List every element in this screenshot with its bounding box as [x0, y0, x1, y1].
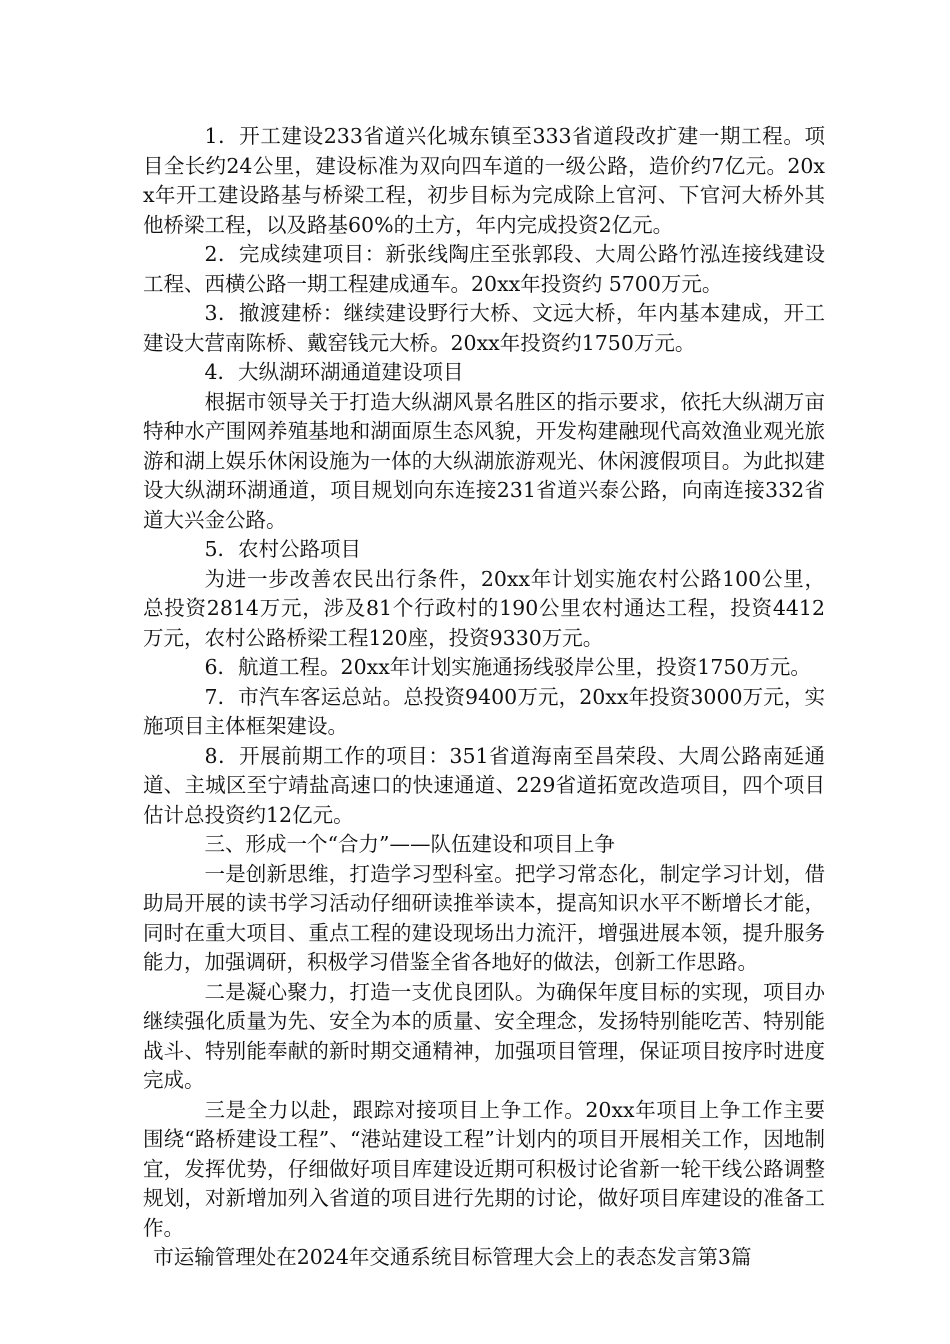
document-next-title: 市运输管理处在2024年交通系统目标管理大会上的表态发言第3篇	[153, 1245, 752, 1269]
paragraph-item-1: 1．开工建设233省道兴化城东镇至333省道段改扩建一期工程。项目全长约24公里，建设标准为双向四车道的一级公路，造价约7亿元。20xx年开工建设路基与桥梁工程，初步目标为完成除上官河、下官河大桥外其他桥梁工程，以及路基60%的土方，年内完成投资2亿元。	[143, 124, 825, 237]
document-body	[143, 122, 825, 1273]
paragraph-point-three: 三是全力以赴，跟踪对接项目上争工作。20xx年项目上争工作主要围绕“路桥建设工程”、“港站建设工程”计划内的项目开展相关工作，因地制宜，发挥优势，仔细做好项目库建设近期可积极讨论省新一轮干线公路调整规划，对新增加列入省道的项目进行先期的讨论，做好项目库建设的准备工作。	[143, 1097, 825, 1240]
section-heading-4: 4．大纵湖环湖通道建设项目	[204, 360, 464, 384]
paragraph-body-4: 根据市领导关于打造大纵湖风景名胜区的指示要求，依托大纵湖万亩特种水产围网养殖基地和湖面原生态风貌，开发构建融现代高效渔业观光旅游和湖上娱乐休闲设施为一体的大纵湖旅游观光、休闲渡假项目。为此拟建设大纵湖环湖通道，项目规划向东连接231省道兴泰公路，向南连接332省道大兴金公路。	[143, 389, 825, 532]
paragraph-point-two: 二是凝心聚力，打造一支优良团队。为确保年度目标的实现，项目办继续强化质量为先、安全为本的质量、安全理念，发扬特别能吃苦、特别能战斗、特别能奉献的新时期交通精神，加强项目管理，保证项目按序时进度完成。	[143, 979, 825, 1092]
paragraph-point-one: 一是创新思维，打造学习型科室。把学习常态化，制定学习计划，借助局开展的读书学习活动仔细研读推举读本，提高知识水平不断增长才能，同时在重大项目、重点工程的建设现场出力流汗，增强进展本领，提升服务能力，加强调研，积极学习借鉴全省各地好的做法，创新工作思路。	[143, 861, 825, 974]
paragraph-item-2: 2．完成续建项目：新张线陶庄至张郭段、大周公路竹泓连接线建设工程、西横公路一期工程建成通车。20xx年投资约 5700万元。	[143, 242, 825, 296]
paragraph-item-3: 3．撤渡建桥：继续建设野行大桥、文远大桥，年内基本建成，开工建设大营南陈桥、戴窑钱元大桥。20xx年投资约1750万元。	[143, 301, 825, 355]
paragraph-item-6: 6．航道工程。20xx年计划实施通扬线驳岸公里，投资1750万元。	[204, 655, 811, 679]
section-heading-three: 三、形成一个“合力”——队伍建设和项目上争	[204, 832, 615, 856]
paragraph-item-8: 8．开展前期工作的项目：351省道海南至昌荣段、大周公路南延通道、主城区至宁靖盐高速口的快速通道、229省道拓宽改造项目，四个项目估计总投资约12亿元。	[143, 743, 825, 827]
section-heading-5: 5．农村公路项目	[204, 537, 362, 561]
paragraph-item-7: 7．市汽车客运总站。总投资9400万元，20xx年投资3000万元，实施项目主体框架建设。	[143, 684, 825, 738]
paragraph-body-5: 为进一步改善农民出行条件，20xx年计划实施农村公路100公里，总投资2814万元，涉及81个行政村的190公里农村通达工程，投资4412万元，农村公路桥梁工程120座，投资9330万元。	[143, 566, 825, 650]
